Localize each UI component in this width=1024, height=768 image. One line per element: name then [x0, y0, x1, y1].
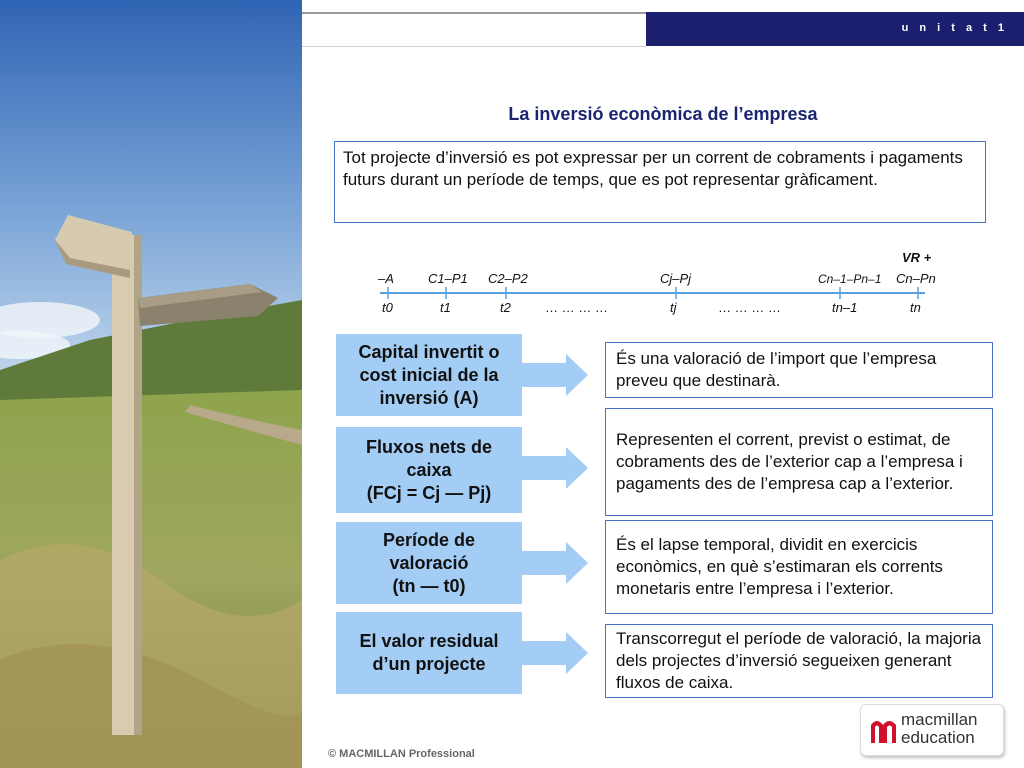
timeline-label-vr: VR + [902, 250, 932, 265]
concept-term-line: Fluxos nets de [365, 436, 493, 457]
arrow-right-icon [522, 632, 590, 674]
unit-header-bar [646, 12, 1024, 46]
concept-term-line: valoració [389, 552, 469, 573]
timeline-bottom-1: t1 [440, 300, 451, 315]
timeline-top-2: C2–P2 [488, 271, 528, 286]
concept-term-box [336, 334, 522, 416]
timeline-bottom-4: tn–1 [832, 300, 858, 315]
concept-description: És el lapse temporal, dividit en exercicis econòmics, en què s’estimaran els corrents monetaris entre l’empresa i l’exterior. [616, 535, 943, 598]
concept-term-line: cost inicial de la [359, 364, 499, 385]
concept-term-line: inversió (A) [379, 387, 479, 408]
concept-term-line: caixa [406, 459, 452, 480]
concept-description: Transcorregut el període de valoració, la majoria dels projectes d’inversió segueixen generant fluxos de caixa. [616, 629, 982, 692]
concept-term-box [336, 612, 522, 694]
concept-term-line: El valor residual [359, 631, 499, 651]
concept-term-line: d’un projecte [372, 654, 486, 674]
concept-description-box [605, 520, 993, 614]
concept-description-box [605, 624, 993, 698]
header-blank-panel [302, 14, 646, 47]
arrow-right-icon [522, 542, 590, 584]
macmillan-logo [860, 704, 1004, 756]
timeline-bottom-5: tn [910, 300, 921, 315]
logo-wordmark [901, 711, 978, 747]
intro-text-box: Tot projecte d’inversió es pot expressar per un corrent de cobraments i pagaments futurs durant un període de temps, que es pot representar gràficament. [334, 141, 986, 223]
timeline-top-1: C1–P1 [428, 271, 468, 286]
timeline-bottom-2: t2 [500, 300, 511, 315]
logo-line-2: education [901, 728, 975, 747]
timeline-top-0: –A [378, 271, 394, 286]
timeline-dots-1: … … … … [545, 300, 608, 315]
arrow-right-icon [522, 447, 590, 489]
cash-flow-timeline [370, 245, 950, 325]
copyright-footer: © MACMILLAN Professional [328, 748, 475, 760]
timeline-bottom-3: tj [670, 300, 677, 315]
timeline-bottom-0: t0 [382, 300, 393, 315]
logo-line-1: macmillan [901, 710, 978, 729]
signpost-photo [0, 0, 302, 768]
timeline-top-5: Cn–Pn [896, 271, 936, 286]
arrow-right-icon [522, 354, 590, 396]
concept-term-line: Capital invertit o [358, 341, 500, 362]
page-title: La inversió econòmica de l’empresa [508, 104, 818, 124]
concept-term-line: (FCj = Cj — Pj) [366, 482, 492, 503]
concept-term-box [336, 427, 522, 513]
timeline-top-3: Cj–Pj [660, 271, 692, 286]
timeline-dots-2: … … … … [718, 300, 781, 315]
concept-term-line: Període de [382, 529, 476, 550]
macmillan-m-icon [869, 713, 899, 747]
timeline-top-4: Cn–1–Pn–1 [818, 272, 882, 286]
concept-description: Representen el corrent, previst o estimat, de cobraments des de l’exterior cap a l’empresa i pagaments des de l’empresa cap a l’exterior. [616, 430, 963, 493]
concept-term-box [336, 522, 522, 604]
concept-description: És una valoració de l’import que l’empresa preveu que destinarà. [616, 349, 937, 390]
concept-description-box [605, 408, 993, 516]
concept-description-box [605, 342, 993, 398]
unit-label: u n i t a t 1 [901, 22, 1008, 34]
concept-term-line: (tn — t0) [392, 575, 466, 596]
